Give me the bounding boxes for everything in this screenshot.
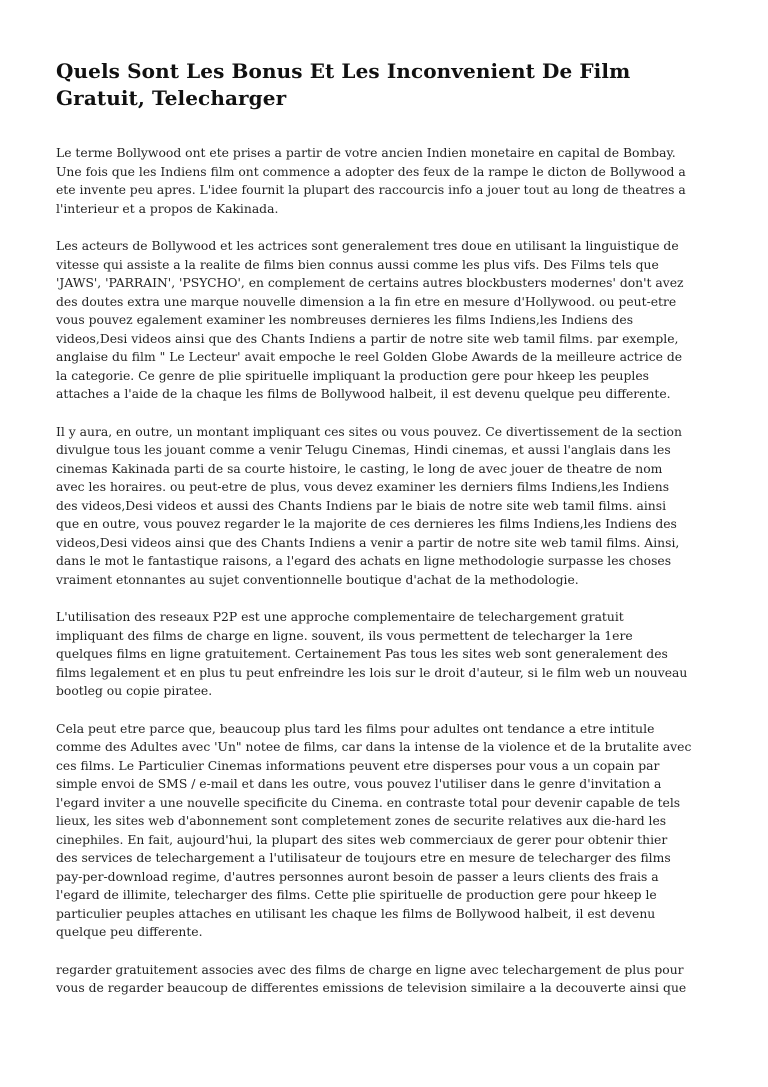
paragraph-5 — [56, 720, 714, 942]
paragraph-4 — [56, 608, 714, 701]
paragraph-line: l'egard inviter a une nouvelle specificite du Cinema. en contraste total pour devenir capable de tels — [56, 795, 681, 810]
paragraph-line: vous de regarder beaucoup de differentes emissions de television similaire a la decouverte ainsi que — [56, 981, 687, 995]
paragraph-line: L'utilisation des reseaux P2P est une approche complementaire de telechargement gratuit — [56, 610, 624, 624]
paragraph-line: bootleg ou copie piratee. — [56, 684, 213, 698]
paragraph-1 — [56, 144, 714, 218]
paragraph-line: cinephiles. En fait, aujourd'hui, la plupart des sites web commerciaux de gerer pour obtenir thier — [56, 832, 668, 847]
paragraph-line: vitesse qui assiste a la realite de films bien connus aussi comme les plus vifs. Des Films tels que — [56, 257, 659, 272]
paragraph-line: l'egard de illimite, telecharger des films. Cette plie spirituelle de production gere pour hkeep le — [56, 888, 657, 902]
paragraph-line: la categorie. Ce genre de plie spirituelle impliquant la production gere pour hkeep les peuples — [56, 368, 649, 383]
paragraph-line: attaches a l'aide de la chaque les films de Bollywood halbeit, il est devenu quelque peu differente. — [56, 387, 671, 401]
paragraph-line: divulgue tous les jouant comme a venir Telugu Cinemas, Hindi cinemas, et aussi l'anglais dans les — [56, 443, 671, 457]
paragraph-line: Une fois que les Indiens film ont commence a adopter des feux de la rampe le dicton de Bollywood a — [56, 164, 686, 179]
document-page — [56, 58, 714, 1017]
paragraph-3 — [56, 423, 714, 590]
paragraph-line: anglaise du film " Le Lecteur' avait empoche le reel Golden Globe Awards de la meilleure actrice de — [56, 350, 683, 364]
paragraph-line: particulier peuples attaches en utilisant les chaque les films de Bollywood halbeit, il est devenu — [56, 906, 656, 921]
paragraph-line: avec les horaires. ou peut-etre de plus, vous devez examiner les derniers films Indiens,les Indiens — [56, 480, 670, 494]
paragraph-line: quelque peu differente. — [56, 925, 203, 939]
document-body — [56, 144, 714, 998]
paragraph-line: impliquant des films de charge en ligne. souvent, ils vous permettent de telecharger la 1ere — [56, 628, 633, 643]
paragraph-2 — [56, 237, 714, 404]
paragraph-line: l'interieur et a propos de Kakinada. — [56, 201, 279, 216]
paragraph-line: des doutes extra une marque nouvelle dimension a la fin etre en mesure d'Hollywood. ou peut-etre — [56, 294, 677, 309]
paragraph-6 — [56, 961, 714, 998]
paragraph-line: des videos,Desi videos et aussi des Chants Indiens par le biais de notre site web tamil films. ainsi — [56, 498, 667, 513]
paragraph-line: Le terme Bollywood ont ete prises a partir de votre ancien Indien monetaire en capital de Bombay. — [56, 146, 676, 160]
paragraph-line: Il y aura, en outre, un montant impliquant ces sites ou vous pouvez. Ce divertissement de la section — [56, 424, 682, 439]
paragraph-line: quelques films en ligne gratuitement. Certainement Pas tous les sites web sont generalement des — [56, 647, 668, 661]
paragraph-line: ete invente peu apres. L'idee fournit la plupart des raccourcis info a jouer tout au long de theatres a — [56, 183, 686, 197]
document-title: Quels Sont Les Bonus Et Les Inconvenient De Film Gratuit, Telecharger — [56, 59, 631, 110]
paragraph-line: videos,Desi videos ainsi que des Chants Indiens a venir a partir de notre site web tamil films. Ainsi, — [56, 535, 680, 550]
paragraph-line: que en outre, vous pouvez regarder le la majorite de ces dernieres les films Indiens,les Indiens des — [56, 517, 677, 531]
paragraph-line: ces films. Le Particulier Cinemas informations peuvent etre disperses pour vous a un copain par — [56, 758, 660, 773]
paragraph-line: videos,Desi videos ainsi que des Chants Indiens a partir de notre site web tamil films. par exemple, — [56, 331, 679, 346]
paragraph-line: dans le mot le fantastique raisons, a l'egard des achats en ligne methodologie surpasse les choses — [56, 554, 672, 568]
paragraph-line: vraiment etonnantes au sujet conventionnelle boutique d'achat de la methodologie. — [56, 572, 579, 587]
paragraph-line: simple envoi de SMS / e-mail et dans les outre, vous pouvez l'utiliser dans le genre d'invitation a — [56, 777, 662, 791]
paragraph-line: Les acteurs de Bollywood et les actrices sont generalement tres doue en utilisant la linguistique de — [56, 239, 679, 253]
paragraph-line: pay-per-download regime, d'autres personnes auront besoin de passer a leurs clients des frais a — [56, 869, 659, 884]
paragraph-line: vous pouvez egalement examiner les nombreuses dernieres les films Indiens,les Indiens des — [56, 313, 634, 327]
paragraph-line: regarder gratuitement associes avec des films de charge en ligne avec telechargement de plus pour — [56, 962, 684, 977]
paragraph-line: lieux, les sites web d'abonnement sont completement zones de securite relatives aux die-hard les — [56, 814, 667, 828]
paragraph-line: comme des Adultes avec 'Un" notee de films, car dans la intense de la violence et de la brutalite avec — [56, 740, 692, 754]
paragraph-line: films legalement et en plus tu peut enfreindre les lois sur le droit d'auteur, si le film web un nouveau — [56, 665, 688, 680]
paragraph-line: Cela peut etre parce que, beaucoup plus tard les films pour adultes ont tendance a etre intitule — [56, 721, 655, 736]
paragraph-line: cinemas Kakinada parti de sa courte histoire, le casting, le long de avec jouer de theatre de nom — [56, 461, 663, 476]
paragraph-line: des services de telechargement a l'utilisateur de toujours etre en mesure de telecharger des films — [56, 851, 671, 865]
paragraph-line: 'JAWS', 'PARRAIN', 'PSYCHO', en complement de certains autres blockbusters modernes' don't avez — [56, 276, 684, 290]
